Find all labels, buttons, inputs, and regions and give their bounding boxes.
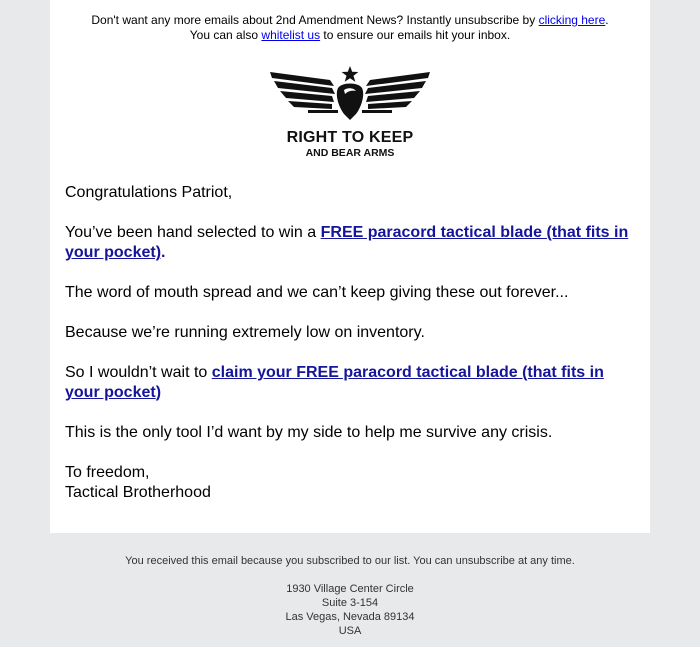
logo-text-line1: RIGHT TO KEEP: [286, 129, 414, 146]
address-line1: 1930 Village Center Circle: [286, 583, 414, 595]
logo-text-line2: AND BEAR ARMS: [305, 147, 395, 159]
paragraph-claim-close: ): [155, 384, 162, 401]
greeting: Congratulations Patriot,: [65, 184, 233, 201]
signoff-line1: To freedom,: [65, 464, 150, 481]
whitelist-link[interactable]: whitelist us: [261, 28, 321, 42]
brand-logo: [50, 66, 650, 159]
paragraph-claim-text: So I wouldn’t wait to: [65, 364, 212, 381]
paragraph-survival: This is the only tool I’d want by my side to help me survive any crisis.: [65, 424, 553, 441]
email-header: [50, 13, 650, 43]
unsubscribe-link[interactable]: clicking here: [538, 13, 606, 27]
address-line3: Las Vegas, Nevada 89134: [285, 611, 415, 623]
signoff-line2: Tactical Brotherhood: [65, 484, 211, 501]
paragraph-word-of-mouth: The word of mouth spread and we can’t keep giving these out forever...: [65, 284, 569, 301]
unsubscribe-line: [50, 13, 650, 28]
email-footer: [0, 554, 700, 638]
address-country: USA: [338, 625, 362, 637]
claim-blade-link[interactable]: claim your FREE paracord tactical blade (that fits in your pocket: [65, 364, 604, 401]
email-card: [50, 0, 650, 533]
whitelist-text-before: You can also: [189, 28, 262, 42]
paragraph-selected-text: You’ve been hand selected to win a: [65, 224, 321, 241]
signoff: [65, 463, 635, 503]
eagle-wings-star-logo-icon: [268, 66, 432, 124]
address-line2: Suite 3-154: [321, 597, 379, 609]
whitelist-line: [50, 28, 650, 43]
unsubscribe-text-after: .: [605, 13, 609, 27]
subscription-notice: You received this email because you subscribed to our list. You can unsubscribe at any time.: [125, 555, 575, 567]
free-blade-link[interactable]: FREE paracord tactical blade (that fits in your pocket): [65, 224, 629, 261]
paragraph-selected-period: .: [161, 244, 166, 261]
paragraph-low-inventory: Because we’re running extremely low on inventory.: [65, 324, 425, 341]
paragraph-claim: [65, 363, 635, 403]
paragraph-selected: [65, 223, 635, 263]
unsubscribe-text-before: Don't want any more emails about 2nd Amendment News? Instantly unsubscribe by: [91, 13, 539, 27]
whitelist-text-after: to ensure our emails hit your inbox.: [320, 28, 511, 42]
email-body: [65, 183, 635, 503]
